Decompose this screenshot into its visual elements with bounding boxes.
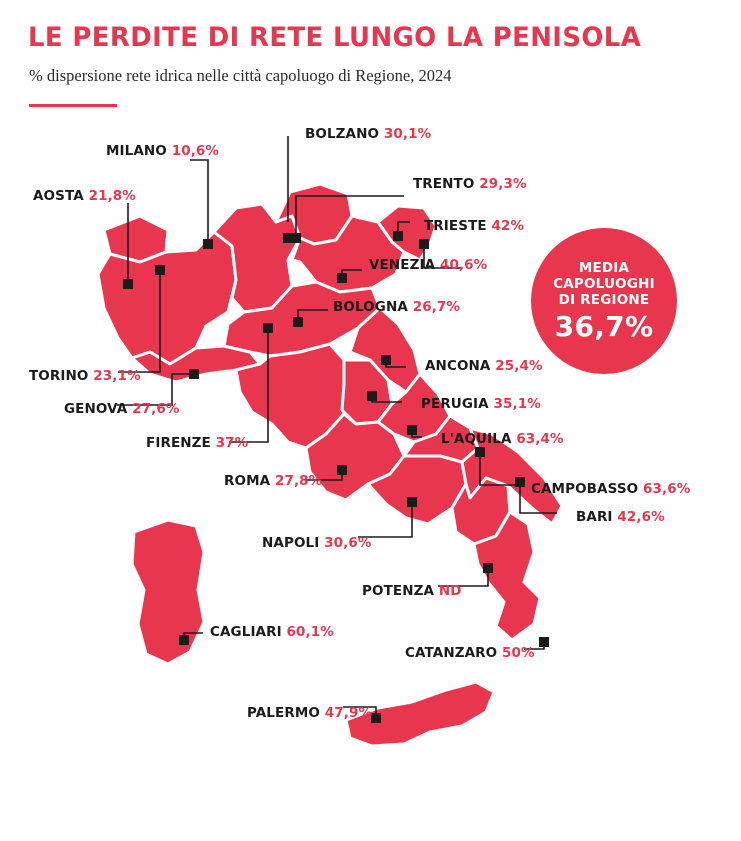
label-trieste xyxy=(424,218,524,234)
label-palermo-name: PALERMO xyxy=(247,705,320,721)
label-firenze-value: 37% xyxy=(215,435,249,451)
label-venezia-name: VENEZIA xyxy=(369,257,436,273)
label-catanzaro-value: 50% xyxy=(502,645,535,661)
label-campobasso xyxy=(531,481,690,497)
label-roma-value: 27,8% xyxy=(274,473,323,489)
label-bolzano-name: BOLZANO xyxy=(305,126,380,142)
label-venezia xyxy=(369,257,487,273)
label-potenza-name: POTENZA xyxy=(362,583,435,599)
label-ancona-name: ANCONA xyxy=(425,358,491,374)
label-ancona xyxy=(425,358,543,374)
label-torino-value: 23,1% xyxy=(93,368,141,384)
label-cagliari xyxy=(210,624,334,640)
label-ancona-value: 25,4% xyxy=(495,358,543,374)
label-perugia-name: PERUGIA xyxy=(421,396,489,412)
label-bologna-value: 26,7% xyxy=(412,299,461,315)
badge-line-2: CAPOLUOGHI xyxy=(553,275,655,292)
label-campobasso-value: 63,6% xyxy=(643,481,691,497)
label-napoli-value: 30,6% xyxy=(324,535,372,551)
label-genova xyxy=(64,401,179,417)
label-laquila-value: 63,4% xyxy=(516,431,564,447)
label-trento-name: TRENTO xyxy=(413,176,475,192)
label-campobasso-name: CAMPOBASSO xyxy=(531,481,639,497)
label-cagliari-value: 60,1% xyxy=(286,624,334,640)
label-aosta xyxy=(33,188,136,204)
label-trieste-name: TRIESTE xyxy=(424,218,487,234)
label-bari-value: 42,6% xyxy=(617,509,665,525)
badge-line-1: MEDIA xyxy=(578,259,630,276)
page-subtitle: % dispersione rete idrica nelle città capoluogo di Regione, 2024 xyxy=(29,66,452,85)
label-perugia xyxy=(421,396,541,412)
label-bologna-name: BOLOGNA xyxy=(333,299,408,315)
label-bolzano xyxy=(305,126,431,142)
label-laquila-name: L'AQUILA xyxy=(441,431,512,447)
page-title: LE PERDITE DI RETE LUNGO LA PENISOLA xyxy=(28,22,642,53)
label-trento-value: 29,3% xyxy=(479,176,527,192)
label-milano xyxy=(106,143,219,159)
label-trento xyxy=(413,176,527,192)
label-torino-name: TORINO xyxy=(29,368,89,384)
label-firenze-name: FIRENZE xyxy=(146,435,211,451)
label-palermo-value: 47,9% xyxy=(324,705,373,721)
label-catanzaro-name: CATANZARO xyxy=(405,645,498,661)
label-aosta-name: AOSTA xyxy=(33,188,84,204)
label-laquila xyxy=(441,431,564,447)
label-bari xyxy=(576,509,665,525)
label-palermo xyxy=(247,705,372,721)
label-genova-name: GENOVA xyxy=(64,401,128,417)
label-bolzano-value: 30,1% xyxy=(383,126,432,142)
label-napoli-name: NAPOLI xyxy=(262,535,320,551)
label-cagliari-name: CAGLIARI xyxy=(210,624,282,640)
label-bari-name: BARI xyxy=(576,509,613,525)
label-venezia-value: 40,6% xyxy=(439,257,488,273)
label-trieste-value: 42% xyxy=(491,218,525,234)
label-genova-value: 27,6% xyxy=(132,401,180,417)
label-firenze xyxy=(146,435,248,451)
label-roma xyxy=(224,473,322,489)
badge-line-3: DI REGIONE xyxy=(558,291,650,308)
label-potenza xyxy=(362,583,462,599)
label-napoli xyxy=(262,535,372,551)
label-milano-value: 10,6% xyxy=(171,143,220,159)
region-sardegna xyxy=(132,520,204,664)
badge-value: 36,7% xyxy=(554,309,654,343)
label-aosta-value: 21,8% xyxy=(88,188,136,204)
label-potenza-value: ND xyxy=(438,583,462,599)
label-catanzaro xyxy=(405,645,535,661)
title-divider xyxy=(29,104,117,107)
average-badge xyxy=(531,228,677,374)
label-torino xyxy=(29,368,141,384)
label-perugia-value: 35,1% xyxy=(493,396,541,412)
label-roma-name: ROMA xyxy=(224,473,271,489)
label-bologna xyxy=(333,299,460,315)
label-milano-name: MILANO xyxy=(106,143,167,159)
